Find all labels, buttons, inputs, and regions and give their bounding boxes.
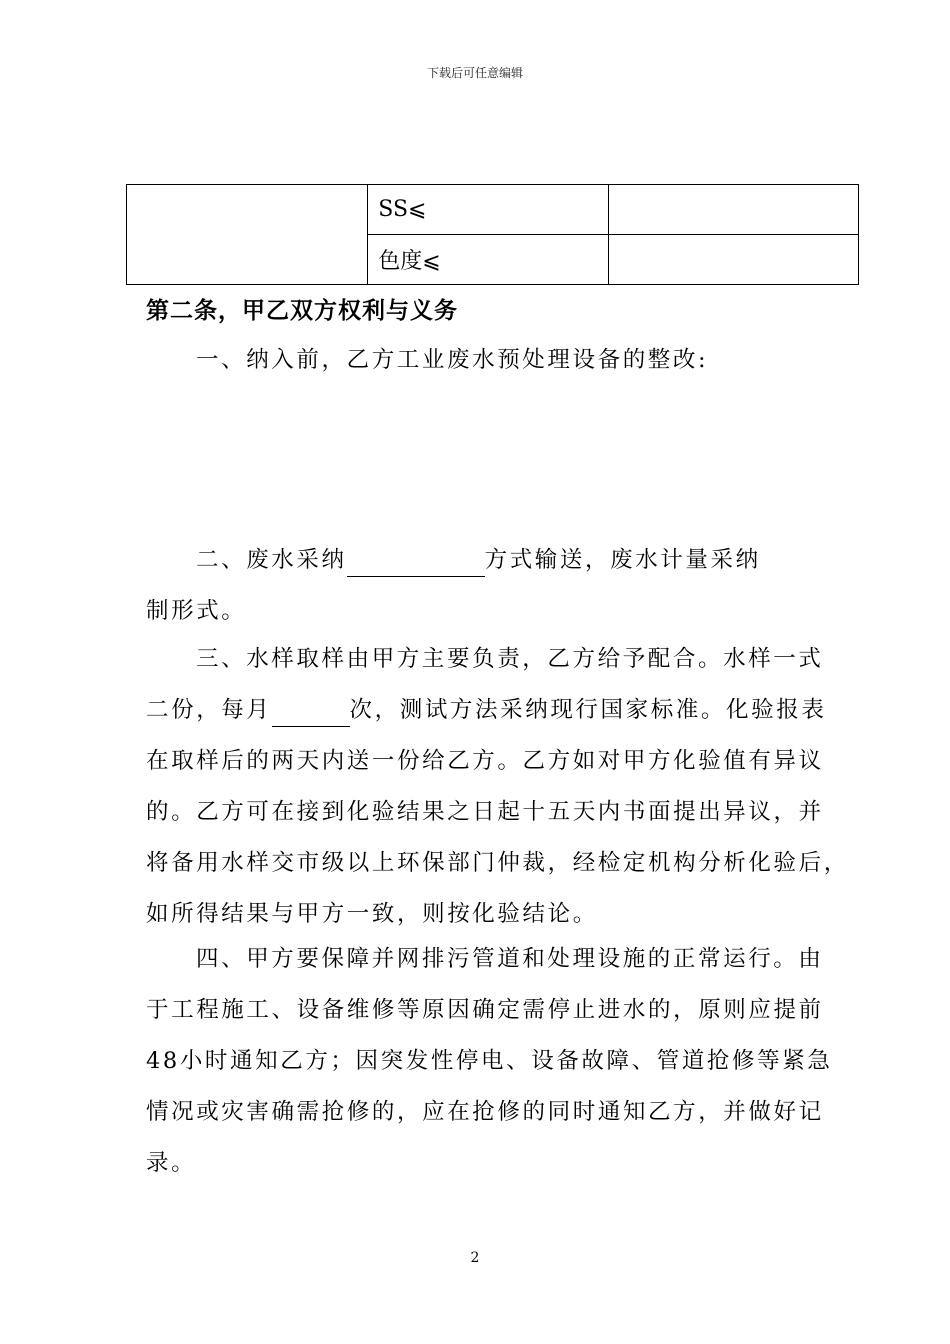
fill-blank [347, 546, 485, 577]
table-row [127, 185, 859, 235]
page-header: 下载后可任意编辑 [426, 66, 523, 80]
table-cell-param: SS⩽ [368, 185, 608, 235]
table-cell-value [608, 185, 858, 235]
paragraph-item-4: 四、甲方要保障并网排污管道和处理设施的正常运行。由 于工程施工、设备维修等原因确定需停止进水的，原则应提前 48小时通知乙方；因突发性停电、设备故障、管道抢修等紧急 情况或灾害确需抢修的，应在抢修的同时通知乙方，并做好记 录。 [146, 946, 833, 1176]
page-number: 2 [470, 1250, 480, 1266]
table-merged-cell [127, 185, 368, 285]
paragraph-item-2: 二、废水采纳 方式输送，废水计量采纳 制形式。 [146, 547, 761, 624]
paragraph-item-3: 三、水样取样由甲方主要负责，乙方给予配合。水样一式 二份，每月 次，测试方法采纳现行国家标准。化验报表 在取样后的两天内送一份给乙方。乙方如对甲方化验值有异议 的。乙方可在接到化验结果之日起十五天内书面提出异议，并 将备用水样交市级以上环保部门仲裁，经检定机构分析化验后， 如所得结果与甲方一致，则按化验结论。 [146, 646, 849, 927]
parameter-table [126, 184, 859, 285]
paragraph-item-1: 一、纳入前，乙方工业废水预处理设备的整改: [196, 347, 709, 373]
article-title: 第二条，甲乙双方权利与义务 [146, 297, 458, 324]
table-cell-value [608, 235, 858, 285]
fill-blank [272, 696, 350, 727]
table-cell-param: 色度⩽ [368, 235, 608, 285]
